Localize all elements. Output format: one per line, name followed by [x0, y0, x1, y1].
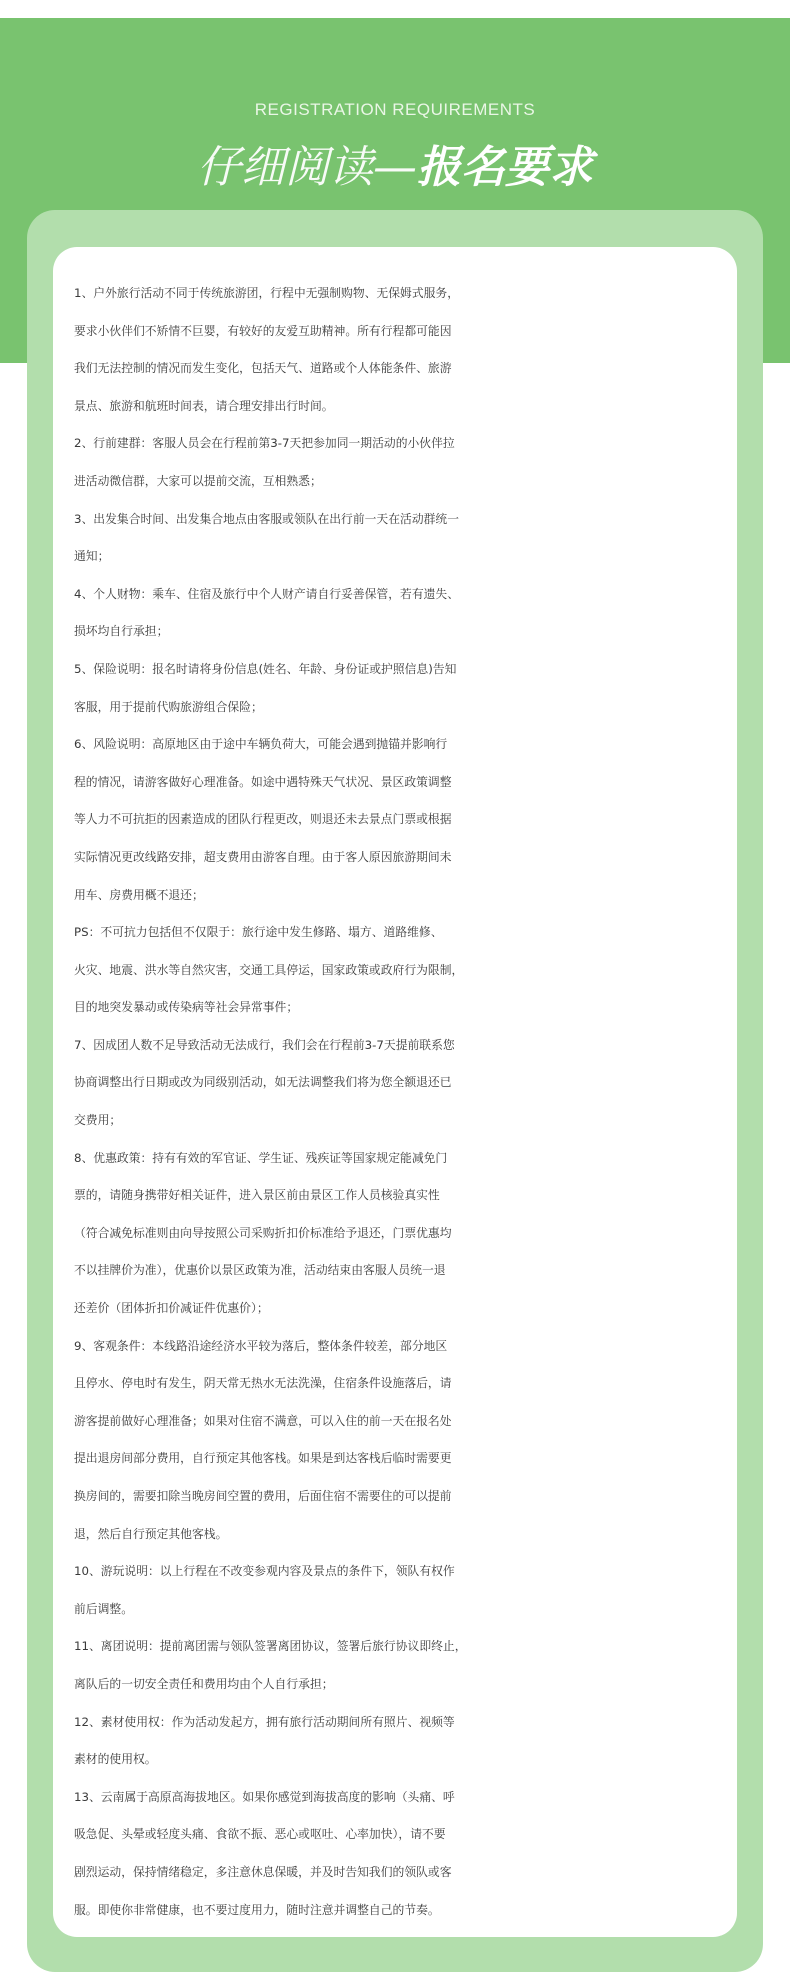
page-title: [0, 138, 790, 198]
text-line: 不以挂牌价为准），优惠价以景区政策为准，活动结束由客服人员统一退: [74, 1263, 446, 1278]
text-line: 客服，用于提前代购旅游组合保险；: [74, 699, 263, 714]
text-line: 票的，请随身携带好相关证件，进入景区前由景区工作人员核验真实性: [74, 1188, 440, 1203]
text-line: 3、出发集合时间、出发集合地点由客服或领队在出行前一天在活动群统一: [74, 511, 460, 526]
text-line: 素材的使用权。: [74, 1752, 157, 1767]
text-line: 要求小伙伴们不矫情不巨婴，有较好的友爱互助精神。所有行程都可能因: [74, 323, 452, 338]
text-line: 换房间的，需要扣除当晚房间空置的费用，后面住宿不需要住的可以提前: [74, 1489, 452, 1503]
text-line: 1、户外旅行活动不同于传统旅游团，行程中无强制购物、无保姆式服务，: [74, 286, 460, 300]
text-line: 还差价（团体折扣价减证件优惠价）；: [74, 1301, 269, 1316]
text-line: 4、个人财物：乘车、住宿及旅行中个人财产请自行妥善保管，若有遗失、: [74, 586, 460, 601]
text-line: 损坏均自行承担；: [74, 624, 169, 639]
text-line: （符合减免标准则由向导按照公司采购折扣价标准给予退还，门票优惠均: [74, 1225, 452, 1240]
text-line: 11、离团说明：提前离团需与领队签署离团协议，签署后旅行协议即终止，: [74, 1639, 467, 1654]
text-line: 用车、房费用概不退还；: [74, 887, 204, 902]
text-line: 5、保险说明：报名时请将身份信息(姓名、年龄、身份证或护照信息)告知: [74, 661, 457, 676]
requirements-text: [74, 275, 728, 1929]
text-line: 9、客观条件：本线路沿途经济水平较为落后，整体条件较差，部分地区: [74, 1338, 448, 1353]
text-line: 实际情况更改线路安排，超支费用由游客自理。由于客人原因旅游期间未: [74, 849, 452, 864]
text-line: 火灾、地震、洪水等自然灾害，交通工具停运，国家政策或政府行为限制，: [74, 962, 464, 977]
text-line: 2、行前建群：客服人员会在行程前第3-7天把参加同一期活动的小伙伴拉: [74, 436, 455, 451]
text-line: 游客提前做好心理准备；如果对住宿不满意，可以入住的前一天在报名处: [74, 1413, 452, 1428]
text-line: 12、素材使用权：作为活动发起方，拥有旅行活动期间所有照片、视频等: [74, 1714, 455, 1729]
text-line: 目的地突发暴动或传染病等社会异常事件；: [74, 1000, 299, 1015]
text-line: 吸急促、头晕或轻度头痛、食欲不振、恶心或呕吐、心率加快），请不要: [74, 1827, 446, 1842]
text-line: 13、云南属于高原高海拔地区。如果你感觉到海拔高度的影响（头痛、呼: [74, 1789, 455, 1804]
text-line: 退，然后自行预定其他客栈。: [74, 1526, 228, 1541]
text-line: 等人力不可抗拒的因素造成的团队行程更改，则退还未去景点门票或根据: [74, 812, 452, 827]
text-line: 且停水、停电时有发生，阴天常无热水无法洗澡，住宿条件设施落后，请: [74, 1376, 452, 1391]
text-line: 离队后的一切安全责任和费用均由个人自行承担；: [74, 1676, 334, 1691]
text-line: 进活动微信群，大家可以提前交流，互相熟悉；: [74, 473, 322, 488]
text-line: 服。即使你非常健康，也不要过度用力，随时注意并调整自己的节奏。: [74, 1902, 440, 1917]
text-line: 剧烈运动，保持情绪稳定，多注意休息保暖，并及时告知我们的领队或客: [74, 1864, 452, 1879]
text-line: 通知；: [74, 549, 110, 564]
text-line: 景点、旅游和航班时间表，请合理安排出行时间。: [74, 398, 334, 413]
text-line: 我们无法控制的情况而发生变化，包括天气、道路或个人体能条件、旅游: [74, 361, 452, 376]
text-line: 10、游玩说明：以上行程在不改变参观内容及景点的条件下，领队有权作: [74, 1564, 455, 1579]
text-line: 交费用；: [74, 1113, 122, 1128]
text-line: 协商调整出行日期或改为同级别活动，如无法调整我们将为您全额退还已: [74, 1075, 452, 1090]
text-line: 程的情况，请游客做好心理准备。如途中遇特殊天气状况、景区政策调整: [74, 774, 452, 789]
text-line: 提出退房间部分费用，自行预定其他客栈。如果是到达客栈后临时需要更: [74, 1451, 452, 1466]
header-subtitle: REGISTRATION REQUIREMENTS: [254, 100, 536, 119]
text-line: 6、风险说明：高原地区由于途中车辆负荷大，可能会遇到抛锚并影响行: [74, 737, 448, 752]
title-light-part: 仔细阅读—: [197, 142, 417, 193]
text-line: 8、优惠政策：持有有效的军官证、学生证、残疾证等国家规定能减免门: [74, 1150, 448, 1165]
text-line: 7、因成团人数不足导致活动无法成行，我们会在行程前3-7天提前联系您: [74, 1037, 455, 1052]
text-line: PS：不可抗力包括但不仅限于：旅行途中发生修路、塌方、道路维修、: [74, 925, 443, 940]
title-bold-part: 报名要求: [417, 142, 593, 193]
text-line: 前后调整。: [74, 1601, 133, 1616]
